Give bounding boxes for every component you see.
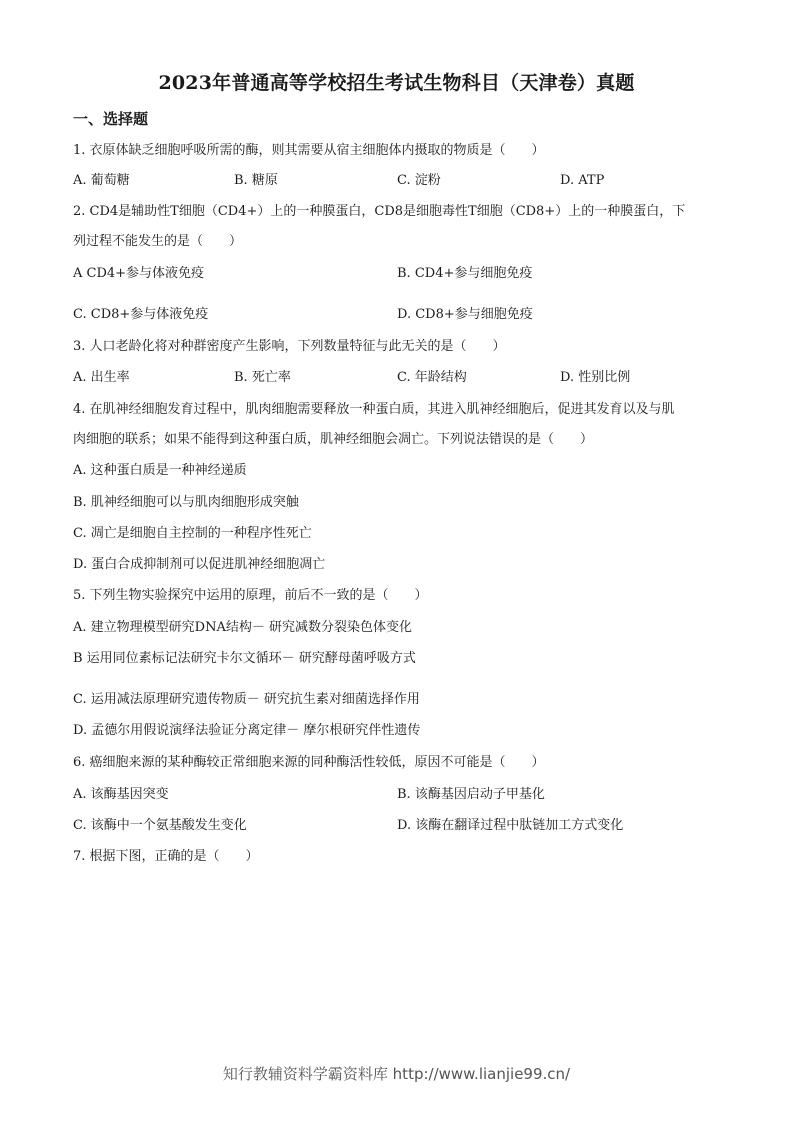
- question-4-option-b: B. 肌神经细胞可以与肌肉细胞形成突触: [73, 495, 299, 510]
- question-4-stem-line2: 肉细胞的联系；如果不能得到这种蛋白质，肌神经细胞会凋亡。下列说法错误的是（ ）: [73, 432, 594, 447]
- question-2-option-a: A CD4+参与体液免疫: [73, 266, 205, 281]
- question-3-stem: 3. 人口老龄化将对种群密度产生影响，下列数量特征与此无关的是（ ）: [73, 339, 506, 354]
- question-4-option-a: A. 这种蛋白质是一种神经递质: [73, 463, 247, 478]
- question-2-stem-line2: 列过程不能发生的是（ ）: [73, 234, 243, 249]
- question-3-option-d: D. 性别比例: [560, 370, 631, 385]
- question-6-stem: 6. 癌细胞来源的某种酶较正常细胞来源的同种酶活性较低，原因不可能是（ ）: [73, 755, 545, 770]
- question-1-option-d: D. ATP: [560, 173, 605, 188]
- question-1-stem: 1. 衣原体缺乏细胞呼吸所需的酶，则其需要从宿主细胞体内摄取的物质是（ ）: [73, 143, 545, 158]
- question-5-stem: 5. 下列生物实验探究中运用的原理，前后不一致的是（ ）: [73, 588, 428, 603]
- question-2-option-d: D. CD8+参与细胞免疫: [397, 307, 533, 322]
- section-heading: 一、选择题: [73, 110, 149, 128]
- question-4-option-c: C. 凋亡是细胞自主控制的一种程序性死亡: [73, 526, 312, 541]
- question-3-option-c: C. 年龄结构: [397, 370, 467, 385]
- question-5-option-c: C. 运用减法原理研究遗传物质－ 研究抗生素对细菌选择作用: [73, 692, 420, 707]
- question-4-option-d: D. 蛋白合成抑制剂可以促进肌神经细胞凋亡: [73, 557, 326, 572]
- question-5-option-b: B 运用同位素标记法研究卡尔文循环－ 研究酵母菌呼吸方式: [73, 651, 416, 666]
- question-2-stem-line1: 2. CD4是辅助性T细胞（CD4+）上的一种膜蛋白，CD8是细胞毒性T细胞（CD8+）上的一种膜蛋白，下: [73, 204, 686, 219]
- question-3-option-a: A. 出生率: [73, 370, 130, 385]
- question-2-option-c: C. CD8+参与体液免疫: [73, 307, 209, 322]
- question-5-option-a: A. 建立物理模型研究DNA结构－ 研究减数分裂染色体变化: [73, 620, 412, 635]
- question-6-option-b: B. 该酶基因启动子甲基化: [397, 787, 545, 802]
- footer-watermark: 知行教辅资料学霸资料库 http://www.lianjie99.cn/: [222, 1065, 571, 1083]
- question-3-option-b: B. 死亡率: [234, 370, 291, 385]
- question-7-stem: 7. 根据下图，正确的是（ ）: [73, 849, 259, 864]
- question-5-option-d: D. 孟德尔用假说演绎法验证分离定律－ 摩尔根研究伴性遗传: [73, 723, 421, 738]
- question-1-option-b: B. 糖原: [234, 173, 278, 188]
- question-2-option-b: B. CD4+参与细胞免疫: [397, 266, 533, 281]
- question-1-option-c: C. 淀粉: [397, 173, 441, 188]
- question-6-option-d: D. 该酶在翻译过程中肽链加工方式变化: [397, 818, 624, 833]
- question-4-stem-line1: 4. 在肌神经细胞发育过程中，肌肉细胞需要释放一种蛋白质，其进入肌神经细胞后，促进其发育以及与肌: [73, 402, 675, 417]
- question-6-option-a: A. 该酶基因突变: [73, 787, 169, 802]
- question-6-option-c: C. 该酶中一个氨基酸发生变化: [73, 818, 247, 833]
- document-title: 2023年普通高等学校招生考试生物科目（天津卷）真题: [158, 72, 635, 94]
- question-1-option-a: A. 葡萄糖: [73, 173, 130, 188]
